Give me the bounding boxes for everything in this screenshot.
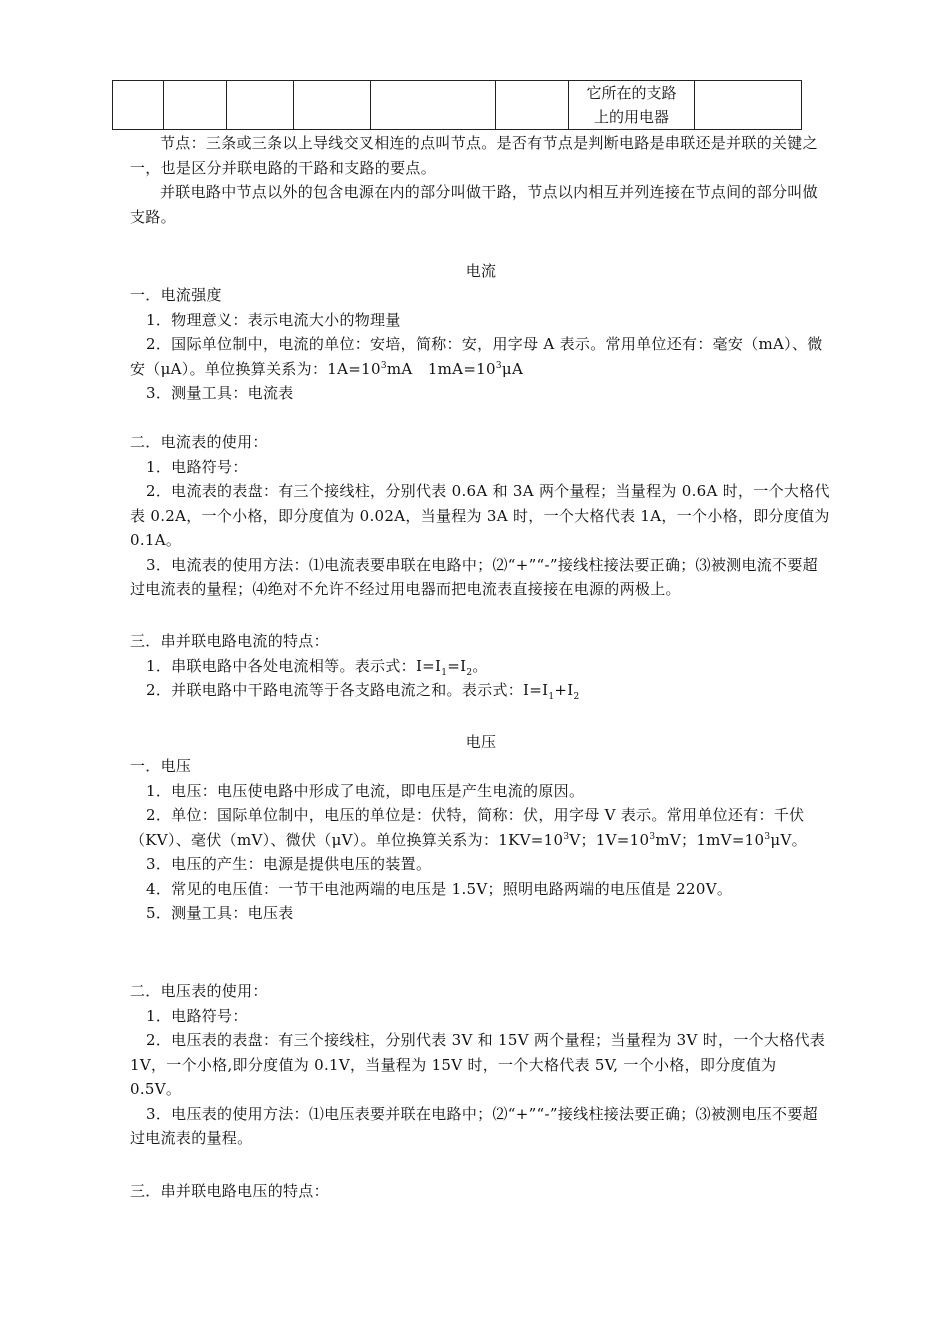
table-cell — [371, 81, 496, 130]
item-text: μV。 — [770, 830, 807, 849]
item-text: 1．串联电路中各处电流相等。表示式：I=I — [146, 656, 442, 675]
subscript: 2 — [466, 667, 473, 678]
current-title: 电流 — [465, 262, 497, 280]
branch-paragraph: 并联电路中节点以外的包含电源在内的部分叫做干路，节点以内相互并列连接在节点间的部分叫做支路。 — [130, 183, 818, 226]
top-table — [112, 80, 802, 130]
list-item — [130, 803, 832, 852]
list-item: 1．物理意义：表示电流大小的物理量 — [146, 310, 401, 329]
table-cell — [113, 81, 164, 130]
list-item: 5．测量工具：电压表 — [146, 904, 294, 922]
superscript: 3 — [649, 831, 656, 842]
subscript: 1 — [548, 692, 555, 702]
item-text: V；1V=10 — [569, 830, 650, 849]
intro-section — [130, 131, 832, 229]
list-item: 1．电压：电压使电路中形成了电流，即电压是产生电流的原因。 — [146, 781, 585, 800]
superscript: 3 — [764, 831, 771, 842]
item-text: +I — [554, 681, 574, 699]
current-section-1 — [130, 283, 832, 406]
item-text: 2．单位：国际单位制中，电压的单位是：伏特，简称：伏，用字母 V 表示。常用单位还有：千伏（KV）、毫伏（mV）、微伏（μV）。单位换算关系为：1KV=10 — [130, 806, 805, 849]
section-heading: 三．串并联电路电流的特点： — [130, 632, 329, 650]
table-row — [113, 81, 802, 130]
voltage-title: 电压 — [465, 733, 497, 751]
section-heading: 三．串并联电路电压的特点： — [130, 1182, 329, 1200]
list-item: 3．电流表的使用方法：⑴电流表要串联在电路中；⑵“+”“-”接线柱接法要正确；⑶被测电流不要超过电流表的量程；⑷绝对不允许不经过用电器而把电流表直接接在电源的两极上。 — [130, 555, 818, 598]
list-item: 1．电路符号： — [146, 1006, 248, 1025]
voltage-section-3 — [130, 1179, 832, 1204]
item-text: =I — [447, 656, 467, 675]
section-heading: 二．电流表的使用： — [130, 433, 268, 451]
list-item — [130, 332, 832, 381]
table-cell — [496, 81, 569, 130]
item-text: μA — [501, 359, 524, 378]
item-text: 。 — [472, 656, 488, 675]
item-text: 2．国际单位制中，电流的单位：安培，简称：安，用字母 A 表示。常用单位还有：毫安（mA）、微安（μA）。单位换算关系为：1A=10 — [130, 335, 823, 378]
list-item: 3．电压的产生：电源是提供电压的装置。 — [146, 855, 432, 873]
table-cell: 它所在的支路上的用电器 — [569, 81, 695, 130]
subscript: 2 — [573, 692, 580, 702]
voltage-section-1 — [130, 754, 832, 926]
list-item: 3．测量工具：电流表 — [146, 384, 294, 402]
current-section-2 — [130, 430, 832, 602]
superscript: 3 — [380, 360, 387, 371]
table-cell — [227, 81, 294, 130]
table-cell — [164, 81, 227, 130]
node-paragraph: 节点：三条或三条以上导线交叉相连的点叫节点。是否有节点是判断电路是串联还是并联的关键之一，也是区分并联电路的干路和支路的要点。 — [130, 134, 818, 177]
list-item: 2．电流表的表盘：有三个接线柱，分别代表 0.6A 和 3A 两个量程；当量程为 0.6A 时，一个大格代表 0.2A，一个小格，即分度值为 0.02A，当量程为 3A 时，一个大格代表 1A，一个小格，即分度值为 0.1A。 — [130, 482, 830, 549]
list-item — [130, 654, 832, 679]
list-item: 2．电压表的表盘：有三个接线柱，分别代表 3V 和 15V 两个量程；当量程为 3V 时，一个大格代表 1V，一个小格,即分度值为 0.1V，当量程为 15V 时，一个大格代表 5V, 一个小格，即分度值为 0.5V。 — [130, 1031, 826, 1098]
table-cell — [294, 81, 371, 130]
list-item: 4．常见的电压值：一节干电池两端的电压是 1.5V；照明电路两端的电压值是 220V。 — [146, 879, 733, 898]
superscript: 3 — [563, 831, 570, 842]
list-item: 1．电路符号： — [146, 457, 248, 476]
subscript: 1 — [441, 667, 448, 678]
voltage-section-2 — [130, 979, 832, 1151]
list-item: 3．电压表的使用方法：⑴电压表要并联在电路中；⑵“+”“-”接线柱接法要正确；⑶被测电压不要超过电流表的量程。 — [130, 1104, 818, 1147]
item-text: mV；1mV=10 — [655, 830, 765, 849]
item-text: 2．并联电路中干路电流等于各支路电流之和。表示式：I=I — [146, 681, 549, 699]
superscript: 3 — [495, 360, 502, 371]
item-text: mA 1mA=10 — [386, 359, 496, 378]
section-heading: 二．电压表的使用： — [130, 982, 268, 1000]
table-cell — [695, 81, 802, 130]
section-heading: 一．电流强度 — [130, 286, 222, 304]
section-heading: 一．电压 — [130, 757, 192, 775]
current-section-3 — [130, 629, 832, 703]
list-item — [130, 678, 832, 703]
